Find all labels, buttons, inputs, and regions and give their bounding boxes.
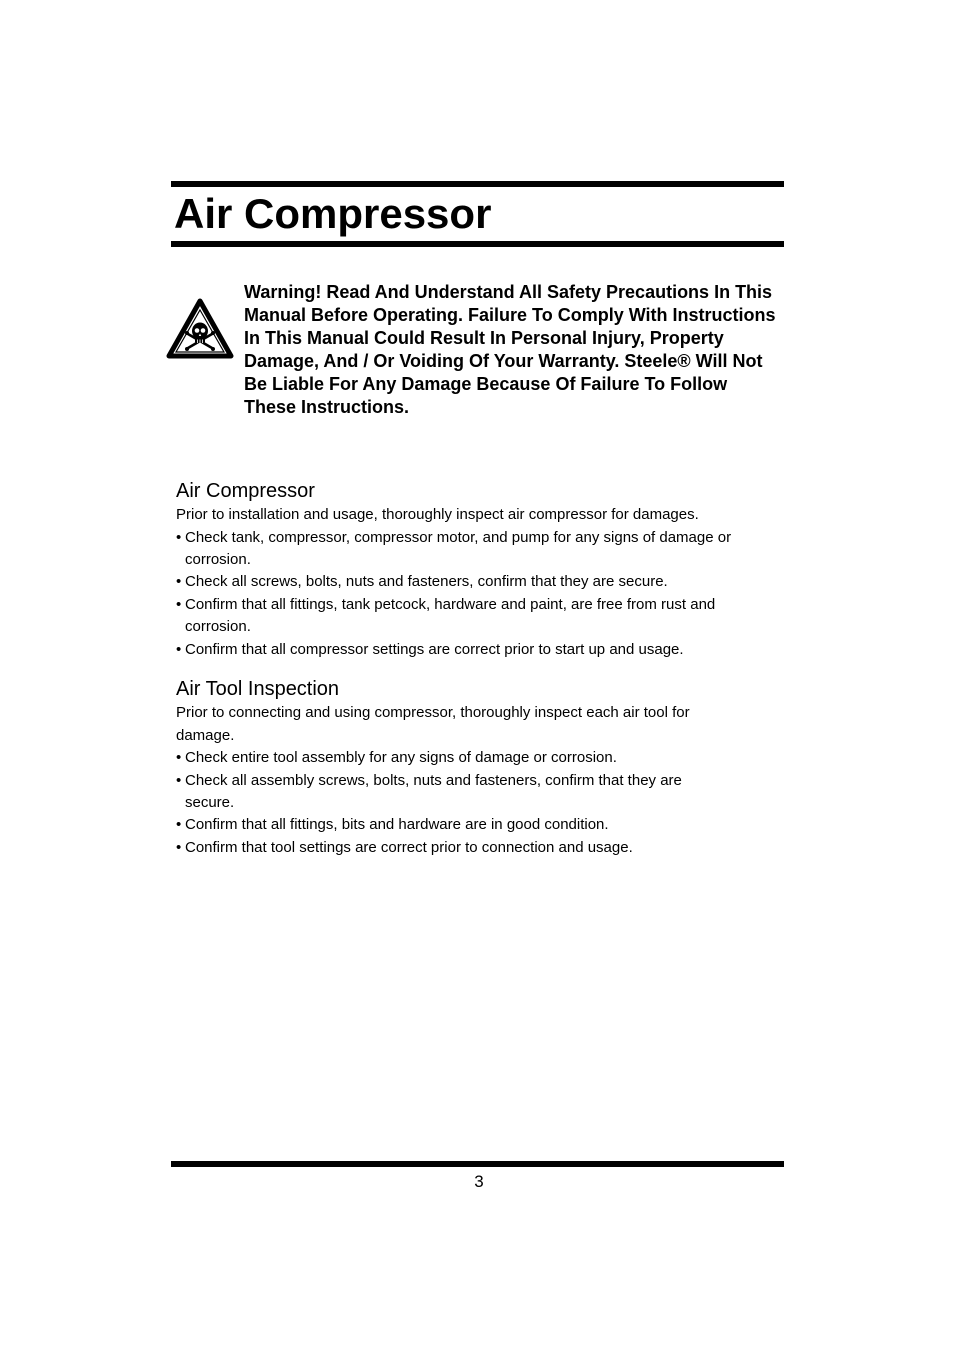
list-item: • Confirm that all fittings, bits and hardware are in good condition. [176, 814, 763, 836]
list-item: • Confirm that tool settings are correct prior to connection and usage. [176, 837, 763, 859]
list-item: • Check tank, compressor, compressor motor, and pump for any signs of damage or corrosion. [176, 527, 763, 572]
title-bottom-rule [171, 241, 784, 247]
page-title: Air Compressor [174, 190, 492, 237]
page-number: 3 [474, 1172, 484, 1191]
list-item: • Check entire tool assembly for any signs of damage or corrosion. [176, 747, 763, 769]
title-top-rule [171, 181, 784, 187]
skull-crossbones-warning-icon [166, 298, 234, 360]
section-intro: Prior to connecting and using compressor, thoroughly inspect each air tool for damage. [176, 704, 690, 744]
warning-notice: Warning! Read And Understand All Safety Precautions In This Manual Before Operating. Failure To Comply With Instructions In This Manual Could Result In Personal Injury, Property Damage, And / Or Voiding Of Your Warranty. Steele® Will Not Be Liable For Any Damage Because Of Failure To Follow These Instructions. [244, 282, 776, 417]
list-item: • Check all assembly screws, bolts, nuts and fasteners, confirm that they are secure. [176, 770, 700, 815]
list-item: • Confirm that all fittings, tank petcock, hardware and paint, are free from rust and corrosion. [176, 594, 733, 639]
list-item: • Confirm that all compressor settings are correct prior to start up and usage. [176, 639, 763, 661]
bullet-list [176, 527, 776, 661]
list-item: • Check all screws, bolts, nuts and fasteners, confirm that they are secure. [176, 571, 763, 593]
section-heading: Air Tool Inspection [176, 678, 340, 700]
bullet-list [176, 747, 776, 859]
section-heading: Air Compressor [176, 480, 315, 502]
section-air-tool-inspection [176, 676, 776, 859]
section-air-compressor [176, 478, 776, 661]
section-intro: Prior to installation and usage, thoroughly inspect air compressor for damages. [176, 506, 699, 523]
footer-rule [171, 1161, 784, 1167]
